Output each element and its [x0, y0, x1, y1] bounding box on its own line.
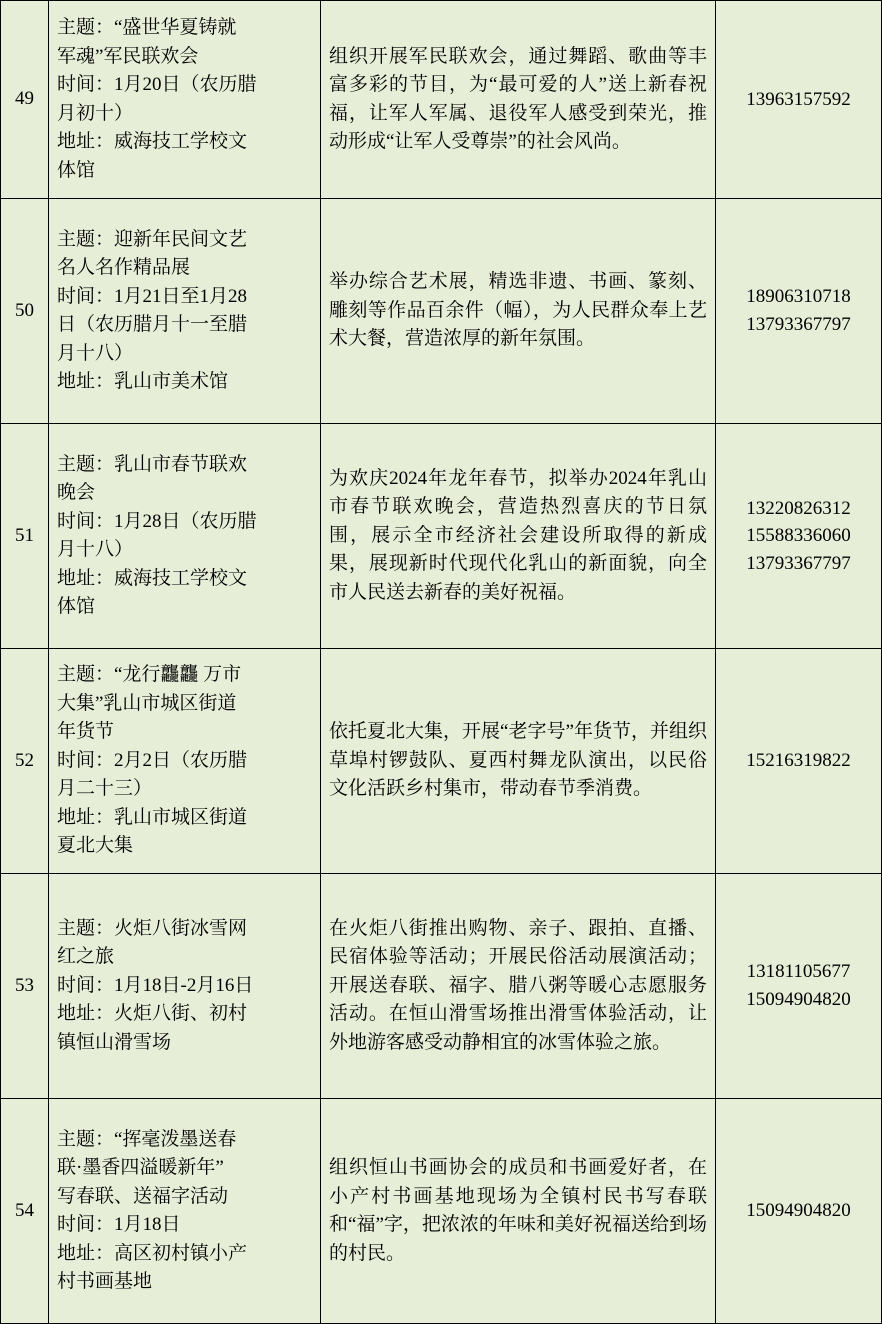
detail-line: 主题：乳山市春节联欢	[57, 453, 248, 475]
row-phone	[716, 1, 882, 199]
row-description: 为欢庆2024年龙年春节，拟举办2024年乳山市春节联欢晚会，营造热烈喜庆的节日氛围，展示全市经济社会建设所取得的新成果，展现新时代现代化乳山的新面貌，向全市人民送去新春的美好祝福。	[321, 424, 716, 649]
phone-number: 15094904820	[746, 1200, 851, 1222]
phone-number: 13793367797	[746, 314, 851, 335]
detail-line: 时间：2月2日（农历腊	[57, 749, 248, 771]
detail-line: 月二十三）	[57, 778, 153, 800]
phone-number: 13181105677	[746, 961, 851, 983]
detail-line: 联·墨香四溢暖新年”	[57, 1157, 224, 1178]
row-index: 53	[1, 874, 49, 1099]
row-detail	[49, 874, 321, 1099]
row-index: 50	[1, 199, 49, 424]
detail-line: 主题：“龙行龘龘 万市	[57, 664, 242, 686]
detail-line: 体馆	[57, 596, 96, 617]
table-row	[1, 874, 882, 1099]
row-description: 在火炬八街推出购物、亲子、跟拍、直播、民宿体验等活动；开展民俗活动展演活动；开展送春联、福字、腊八粥等暖心志愿服务活动。在恒山滑雪场推出滑雪体验活动，让外地游客感受动静相宜的冰雪体验之旅。	[321, 874, 716, 1099]
detail-line: 时间：1月20日（农历腊	[57, 74, 257, 95]
detail-line: 年货节	[57, 721, 115, 743]
phone-number: 15094904820	[746, 989, 851, 1010]
table-row	[1, 649, 882, 874]
row-description: 组织恒山书画协会的成员和书画爱好者，在小产村书画基地现场为全镇村民书写春联和“福”字，把浓浓的年味和美好祝福送给到场的村民。	[321, 1099, 716, 1324]
row-phone	[716, 649, 882, 874]
row-phone	[716, 199, 882, 424]
detail-line: 主题：“盛世华夏铸就	[57, 17, 237, 38]
row-detail	[49, 199, 321, 424]
row-detail	[49, 649, 321, 874]
row-index: 54	[1, 1099, 49, 1324]
detail-line: 镇恒山滑雪场	[57, 1031, 172, 1053]
row-phone	[716, 424, 882, 649]
detail-line: 晚会	[57, 482, 96, 503]
table-body	[1, 1, 882, 1324]
detail-line: 地址：乳山市城区街道	[57, 806, 248, 828]
table-row	[1, 1099, 882, 1324]
detail-line: 红之旅	[57, 946, 115, 968]
detail-line: 主题：迎新年民间文艺	[57, 228, 248, 250]
row-description: 组织开展军民联欢会，通过舞蹈、歌曲等丰富多彩的节目，为“最可爱的人”送上新春祝福，让军人军属、退役军人感受到荣光，推动形成“让军人受尊崇”的社会风尚。	[321, 1, 716, 199]
detail-line: 主题：火炬八街冰雪网	[57, 917, 248, 939]
row-detail	[49, 1, 321, 199]
detail-line: 地址：威海技工学校文	[57, 131, 248, 152]
detail-line: 名人名作精品展	[57, 257, 191, 278]
detail-line: 地址：乳山市美术馆	[57, 371, 229, 392]
detail-line: 大集”乳山市城区街道	[57, 692, 237, 714]
phone-number: 15588336060	[746, 525, 851, 547]
detail-line: 地址：威海技工学校文	[57, 567, 248, 589]
detail-line: 地址：火炬八街、初村	[57, 1003, 248, 1025]
row-index: 49	[1, 1, 49, 199]
detail-line: 夏北大集	[57, 835, 134, 857]
detail-line: 月初十）	[57, 102, 134, 124]
detail-line: 写春联、送福字活动	[57, 1185, 229, 1207]
row-phone	[716, 874, 882, 1099]
detail-line: 月十八）	[57, 539, 134, 560]
row-index: 52	[1, 649, 49, 874]
detail-line: 时间：1月18日-2月16日	[57, 974, 254, 996]
detail-line: 时间：1月21日至1月28	[57, 285, 248, 307]
table-row	[1, 424, 882, 649]
detail-line: 村书画基地	[57, 1271, 153, 1292]
detail-line: 日（农历腊月十一至腊	[57, 314, 248, 335]
phone-number: 13963157592	[746, 88, 851, 110]
row-description: 举办综合艺术展，精选非遗、书画、篆刻、雕刻等作品百余件（幅），为人民群众奉上艺术大餐，营造浓厚的新年氛围。	[321, 199, 716, 424]
table-row	[1, 199, 882, 424]
phone-number: 13220826312	[746, 497, 851, 519]
phone-number: 15216319822	[746, 750, 851, 772]
row-detail	[49, 1099, 321, 1324]
detail-line: 军魂”军民联欢会	[57, 45, 199, 67]
detail-line: 地址：高区初村镇小产	[57, 1242, 248, 1264]
table-row	[1, 1, 882, 199]
detail-line: 体馆	[57, 159, 96, 181]
row-description: 依托夏北大集，开展“老字号”年货节，并组织草埠村锣鼓队、夏西村舞龙队演出，以民俗文化活跃乡村集市，带动春节季消费。	[321, 649, 716, 874]
phone-number: 13793367797	[746, 552, 851, 574]
detail-line: 主题：“挥毫泼墨送春	[57, 1128, 237, 1150]
row-detail	[49, 424, 321, 649]
phone-number: 18906310718	[746, 286, 851, 308]
row-phone	[716, 1099, 882, 1324]
detail-line: 时间：1月28日（农历腊	[57, 510, 257, 532]
detail-line: 月十八）	[57, 342, 134, 364]
row-index: 51	[1, 424, 49, 649]
detail-line: 时间：1月18日	[57, 1214, 181, 1235]
